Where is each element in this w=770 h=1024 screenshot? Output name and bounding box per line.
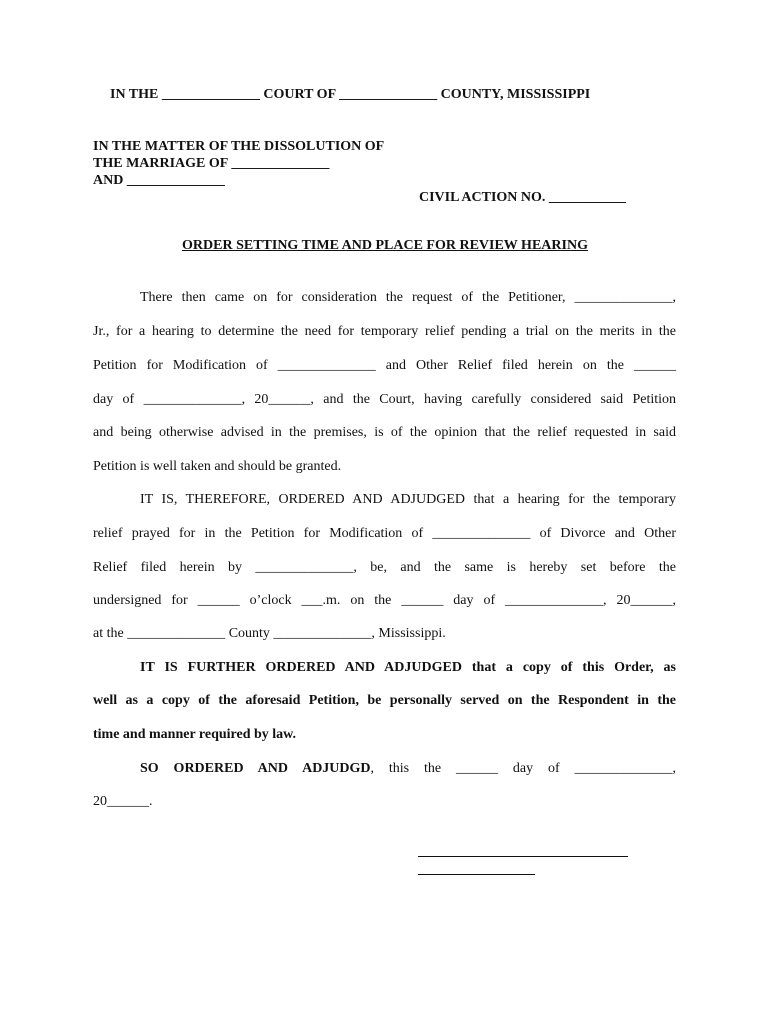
paragraph-1-line-1: There then came on for consideration the request of the Petitioner, ______________, bbox=[140, 290, 676, 305]
paragraph-2-line-5: at the ______________ County ______________, Mississippi. bbox=[93, 626, 446, 641]
order-title-text: ORDER SETTING TIME AND PLACE FOR REVIEW HEARING bbox=[182, 238, 588, 253]
order-title bbox=[0, 238, 770, 254]
paragraph-2-line-2: relief prayed for in the Petition for Modification of ______________ of Divorce and Other bbox=[93, 526, 676, 541]
paragraph-3-line-2: well as a copy of the aforesaid Petition, be personally served on the Respondent in the bbox=[93, 693, 676, 708]
matter-line-2: THE MARRIAGE OF ______________ bbox=[93, 156, 330, 171]
so-ordered-lead: SO ORDERED AND ADJUDGD bbox=[140, 761, 371, 776]
paragraph-2-line-1: IT IS, THEREFORE, ORDERED AND ADJUDGED that a hearing for the temporary bbox=[140, 492, 676, 507]
paragraph-2-line-4: undersigned for ______ o’clock ___.m. on the ______ day of ______________, 20______, bbox=[93, 593, 676, 608]
signature-line bbox=[418, 856, 628, 857]
paragraph-1-line-2: Jr., for a hearing to determine the need for temporary relief pending a trial on the merits in the bbox=[93, 324, 676, 339]
matter-line-3: AND ______________ bbox=[93, 173, 225, 188]
civil-action-number: CIVIL ACTION NO. ___________ bbox=[419, 190, 626, 205]
paragraph-3-line-3: time and manner required by law. bbox=[93, 727, 297, 742]
paragraph-1-line-5: and being otherwise advised in the premises, is of the opinion that the relief requested in said bbox=[93, 425, 676, 440]
paragraph-2-line-3: Relief filed herein by ______________, be, and the same is hereby set before the bbox=[93, 560, 676, 575]
paragraph-3-line-1: IT IS FURTHER ORDERED AND ADJUDGED that a copy of this Order, as bbox=[140, 660, 676, 675]
paragraph-1-line-4: day of ______________, 20______, and the Court, having carefully considered said Petition bbox=[93, 392, 676, 407]
signature-title-line bbox=[418, 874, 535, 875]
paragraph-1-line-6: Petition is well taken and should be granted. bbox=[93, 459, 342, 474]
court-caption: IN THE ______________ COURT OF ______________ COUNTY, MISSISSIPPI bbox=[110, 87, 591, 102]
so-ordered-rest: , this the ______ day of ______________, bbox=[370, 761, 676, 776]
matter-line-1: IN THE MATTER OF THE DISSOLUTION OF bbox=[93, 139, 385, 154]
paragraph-4-line-2: 20______. bbox=[93, 794, 153, 809]
paragraph-1-line-3: Petition for Modification of ______________ and Other Relief filed herein on the ______ bbox=[93, 358, 676, 373]
paragraph-4-line-1 bbox=[93, 760, 676, 778]
